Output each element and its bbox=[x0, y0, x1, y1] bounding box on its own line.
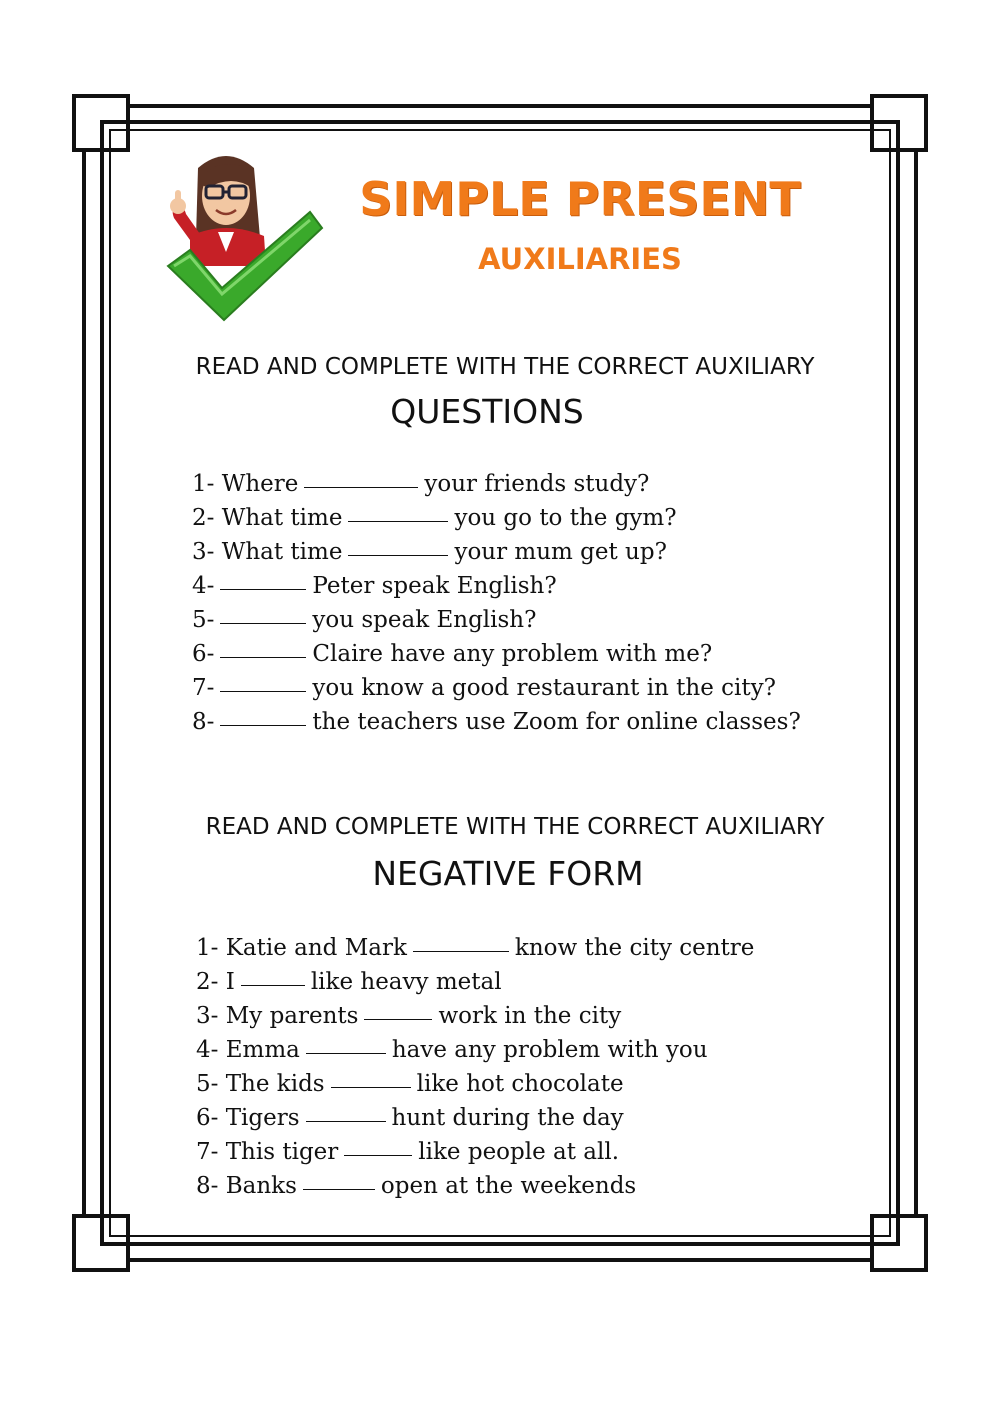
answer-blank[interactable] bbox=[220, 657, 306, 658]
answer-blank[interactable] bbox=[348, 521, 448, 522]
section-1-title: QUESTIONS bbox=[390, 392, 584, 431]
answer-blank[interactable] bbox=[304, 487, 418, 488]
answer-blank[interactable] bbox=[303, 1189, 375, 1190]
teacher-avatar-check-icon bbox=[160, 148, 330, 333]
list-item: 7- This tiger like people at all. bbox=[196, 1139, 620, 1165]
list-item: 4- Emma have any problem with you bbox=[196, 1037, 708, 1063]
answer-blank[interactable] bbox=[241, 985, 305, 986]
list-item: 2- I like heavy metal bbox=[196, 969, 502, 995]
list-item: 8- the teachers use Zoom for online classes? bbox=[192, 709, 801, 735]
answer-blank[interactable] bbox=[220, 589, 306, 590]
answer-blank[interactable] bbox=[364, 1019, 432, 1020]
worksheet-subtitle: AUXILIARIES bbox=[478, 242, 682, 276]
section-1-instruction: READ AND COMPLETE WITH THE CORRECT AUXILIARY bbox=[195, 354, 815, 380]
list-item: 5- you speak English? bbox=[192, 607, 537, 633]
answer-blank[interactable] bbox=[306, 1121, 386, 1122]
list-item: 1- Katie and Mark know the city centre bbox=[196, 935, 755, 961]
list-item: 8- Banks open at the weekends bbox=[196, 1173, 637, 1199]
list-item: 3- My parents work in the city bbox=[196, 1003, 622, 1029]
worksheet-title: SIMPLE PRESENT bbox=[359, 172, 801, 226]
list-item: 3- What time your mum get up? bbox=[192, 539, 667, 565]
list-item: 6- Claire have any problem with me? bbox=[192, 641, 713, 667]
answer-blank[interactable] bbox=[220, 725, 306, 726]
section-2-instruction: READ AND COMPLETE WITH THE CORRECT AUXILIARY bbox=[205, 814, 825, 840]
questions-list bbox=[192, 467, 801, 739]
list-item: 2- What time you go to the gym? bbox=[192, 505, 677, 531]
answer-blank[interactable] bbox=[344, 1155, 412, 1156]
list-item: 4- Peter speak English? bbox=[192, 573, 557, 599]
answer-blank[interactable] bbox=[331, 1087, 411, 1088]
section-2-title: NEGATIVE FORM bbox=[372, 854, 644, 893]
answer-blank[interactable] bbox=[220, 623, 306, 624]
list-item: 5- The kids like hot chocolate bbox=[196, 1071, 624, 1097]
list-item: 6- Tigers hunt during the day bbox=[196, 1105, 624, 1131]
answer-blank[interactable] bbox=[306, 1053, 386, 1054]
list-item: 7- you know a good restaurant in the city? bbox=[192, 675, 776, 701]
answer-blank[interactable] bbox=[413, 951, 509, 952]
list-item: 1- Where your friends study? bbox=[192, 471, 650, 497]
answer-blank[interactable] bbox=[348, 555, 448, 556]
negative-list bbox=[196, 931, 754, 1203]
answer-blank[interactable] bbox=[220, 691, 306, 692]
